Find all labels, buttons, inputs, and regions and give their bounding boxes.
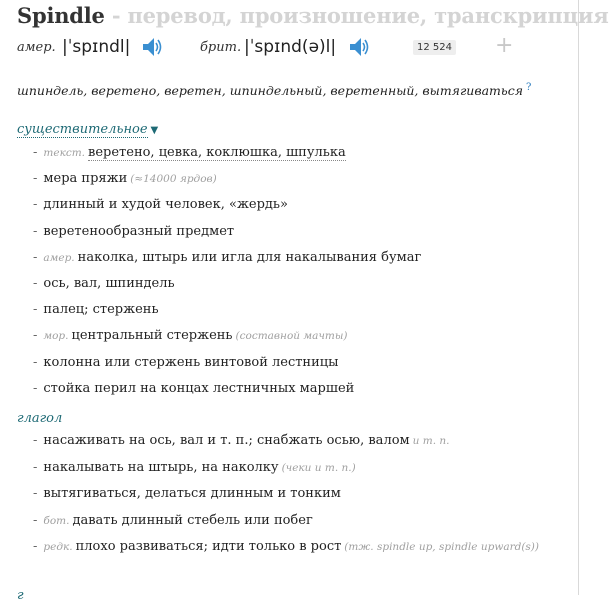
pos-verb-label: глагол [17,411,63,426]
meaning-item [33,433,449,448]
meaning-item [33,171,217,186]
list-dash: - [33,171,38,187]
meaning-item [33,197,288,212]
meaning-note: (тж. spindle up, spindle upward(s)) [344,541,539,553]
meaning-text: веретено, цевка, коклюшка, шпулька [88,145,346,160]
meaning-item [33,460,356,475]
pos-verb-header [17,411,62,426]
pos-noun-header[interactable] [17,122,158,137]
title-subtitle: - перевод, произношение, транскрипция [104,3,609,28]
meaning-text: давать длинный стебель или побег [72,512,313,528]
meaning-text: стойка перил на концах лестничных маршей [43,380,355,396]
us-speaker-icon[interactable] [141,35,163,59]
us-label: амер. [17,40,56,55]
help-link[interactable]: ? [526,82,532,93]
meaning-item [33,486,341,501]
list-dash: - [33,486,38,501]
pos-noun-label: существительное [17,122,148,137]
meaning-text: ось, вал, шпиндель [43,276,175,291]
list-dash: - [33,459,38,475]
add-button[interactable]: + [495,33,514,58]
meaning-note: (≈14000 ярдов) [130,173,217,186]
list-dash: - [33,539,38,554]
usage-tag: амер. [43,251,75,264]
list-dash: - [33,354,38,370]
meaning-text: плохо развиваться; идти только в рост [75,539,342,554]
meaning-item [33,539,539,554]
right-border [578,0,579,595]
meaning-text: палец; стержень [43,302,159,318]
meaning-text: центральный стержень [71,328,233,344]
meaning-item [33,381,354,396]
next-section-fragment: г [17,588,24,603]
list-dash: - [33,197,38,213]
meaning-item [33,276,175,291]
meaning-note: (составной мачты) [235,330,348,343]
list-dash: - [33,512,38,528]
frequency-count-badge: 12 524 [413,40,456,55]
meaning-text: накалывать на штырь, на наколку [43,459,279,475]
meaning-item [33,513,313,528]
meaning-text: веретенообразный предмет [43,223,235,239]
usage-tag: редк. [43,541,73,553]
list-dash: - [33,276,38,291]
meaning-item [33,328,347,343]
meaning-text: насаживать на ось, вал и т. п.; снабжать осью, валом [43,433,410,448]
page-title [17,3,609,28]
meaning-item [33,145,346,160]
meaning-item [33,302,159,317]
usage-tag: текст. [43,147,86,159]
meaning-text: мера пряжи [43,171,128,187]
summary-text: шпиндель, веретено, веретен, шпиндельный, веретенный, вытягиваться [17,83,523,99]
headword: Spindle [17,3,105,28]
meaning-item [33,250,421,265]
list-dash: - [33,223,38,239]
list-dash: - [33,302,38,318]
usage-tag: бот. [43,514,70,527]
meaning-text: вытягиваться, делаться длинным и тонким [43,486,341,501]
meaning-text: наколка, штырь или игла для накалывания бумаг [77,249,422,265]
meaning-note: и т. п. [412,435,450,447]
meaning-text: длинный и худой человек, «жердь» [43,197,288,213]
meaning-note: (чеки и т. п.) [281,461,356,474]
translation-summary [17,82,531,98]
us-transcription: |ˈspɪndl| [62,37,131,57]
pronunciation-row [17,35,557,61]
uk-transcription: |ˈspɪnd(ə)l| [244,37,337,57]
usage-tag: мор. [43,330,69,343]
list-dash: - [33,433,38,448]
list-dash: - [33,249,38,265]
uk-label: брит. [200,40,242,55]
uk-speaker-icon[interactable] [348,35,370,59]
collapse-toggle-icon[interactable]: ▼ [150,125,159,136]
list-dash: - [33,380,38,396]
list-dash: - [33,328,38,344]
meaning-item [33,224,234,239]
list-dash: - [33,145,38,160]
meaning-item [33,355,338,370]
meaning-text: колонна или стержень винтовой лестницы [43,354,339,370]
